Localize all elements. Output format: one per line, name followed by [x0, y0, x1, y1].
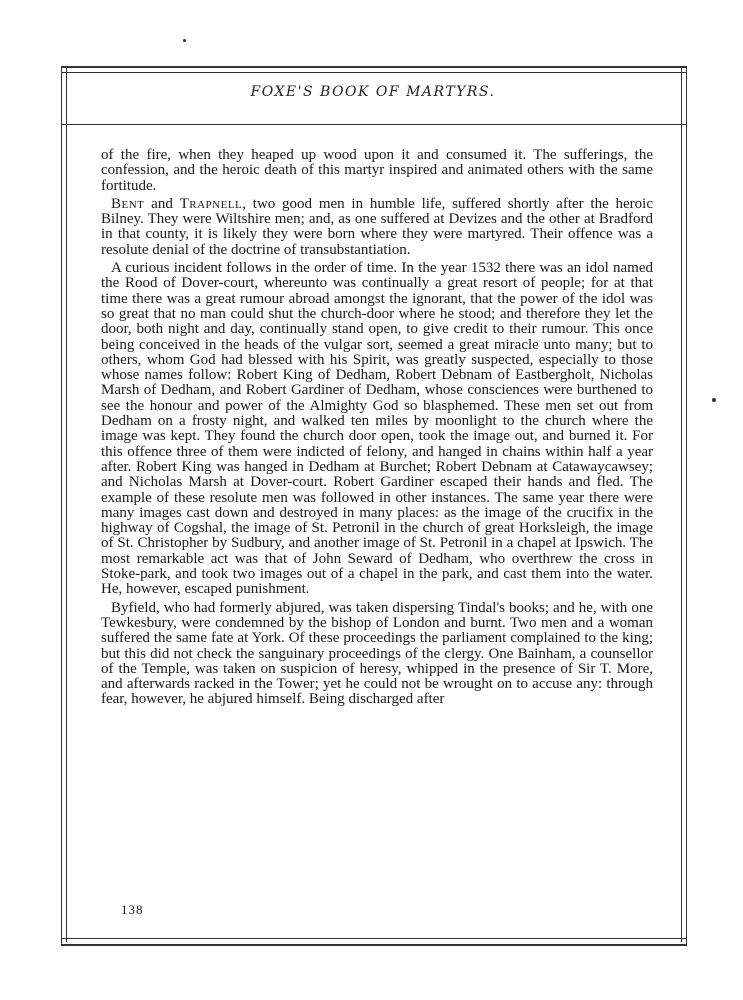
paragraph-bent-trapnell-text: , two good men in humble life, suffered shortly after the heroic Bilney. They were Wiltshire men; and, as one suffered at Devizes and the other at Bradford in that county, it is likely they were born where they were martyred. Their offence was a resolute denial of the doctrine of transubstantiation.: [101, 195, 653, 258]
paragraph-continuation: of the fire, when they heaped up wood upon it and consumed it. The sufferings, the confession, and the heroic death of this martyr inspired and animated others with the same fortitude.: [101, 147, 653, 194]
paragraph-bent-trapnell: [101, 197, 653, 258]
page-number: 138: [121, 902, 144, 917]
running-header: FOXE'S BOOK OF MARTYRS.: [250, 84, 496, 100]
name-trapnell: Trapnell: [179, 195, 243, 212]
paragraph-byfield: Byfield, who had formerly abjured, was taken dispersing Tindal's books; and he, with one Tewkesbury, were condemned by the bishop of London and burnt. Two men and a woman suffered the same fate at York. Of these proceedings the parliament complained to the king; but this did not check the sanguinary proceedings of the clergy. One Bainham, a counsellor of the Temple, was taken on suspicion of heresy, whipped in the presence of Sir T. More, and afterwards racked in the Tower; yet he could not be wrought on to accuse any: through fear, however, he abjured himself. Being discharged after: [101, 599, 653, 708]
body-text: [101, 148, 653, 711]
name-bent: Bent: [111, 195, 145, 212]
ink-speck: [712, 398, 716, 402]
ink-speck: [183, 39, 186, 42]
paragraph-rood-of-dover-court: A curious incident follows in the order of time. In the year 1532 there was an idol named the Rood of Dover-court, whereunto was continually a great resort of people; for at that time there was a great rumour abroad amongst the ignorant, that the power of the idol was so great that no man could shut the church-door where he stood; and therefore they let the door, both night and day, continually stand open, to give credit to their rumour. This once being conceived in the heads of the vulgar sort, seemed a great miracle unto many; but to others, whom God had blessed with his Spirit, was greatly suspected, especially to those whose names follow: Robert King of Dedham, Robert Debnam of Eastbergholt, Nicholas Marsh of Dedham, and Robert Gardiner of Dedham, whose consciences were burthened to see the honour and power of the Almighty God so blasphemed. These men set out from Dedham on a frosty night, and walked ten miles by moonlight to the church where the image was kept. They found the church door open, took the image out, and burned it. For this offence three of them were indicted of felony, and hanged in chains within half a year after. Robert King was hanged in Dedham at Burchet; Robert Debnam at Catawaycawsey; and Nicholas Marsh at Dover-court. Robert Gardiner escaped their hands and fled. The example of these resolute men was followed in other instances. The same year there were many images cast down and destroyed in many places: as the image of the crucifix in the highway of Cogshal, the image of St. Petronil in the church of great Horksleigh, the image of St. Christopher by Sudbury, and another image of St. Petronil in a chapel at Ipswich. The most remarkable act was that of John Seward of Dedham, who overthrew the cross in Stoke-park, and took two images out of a chapel in the park, and cast them into the water. He, however, escaped punishment.: [101, 260, 653, 598]
conjunction: and: [144, 195, 180, 212]
